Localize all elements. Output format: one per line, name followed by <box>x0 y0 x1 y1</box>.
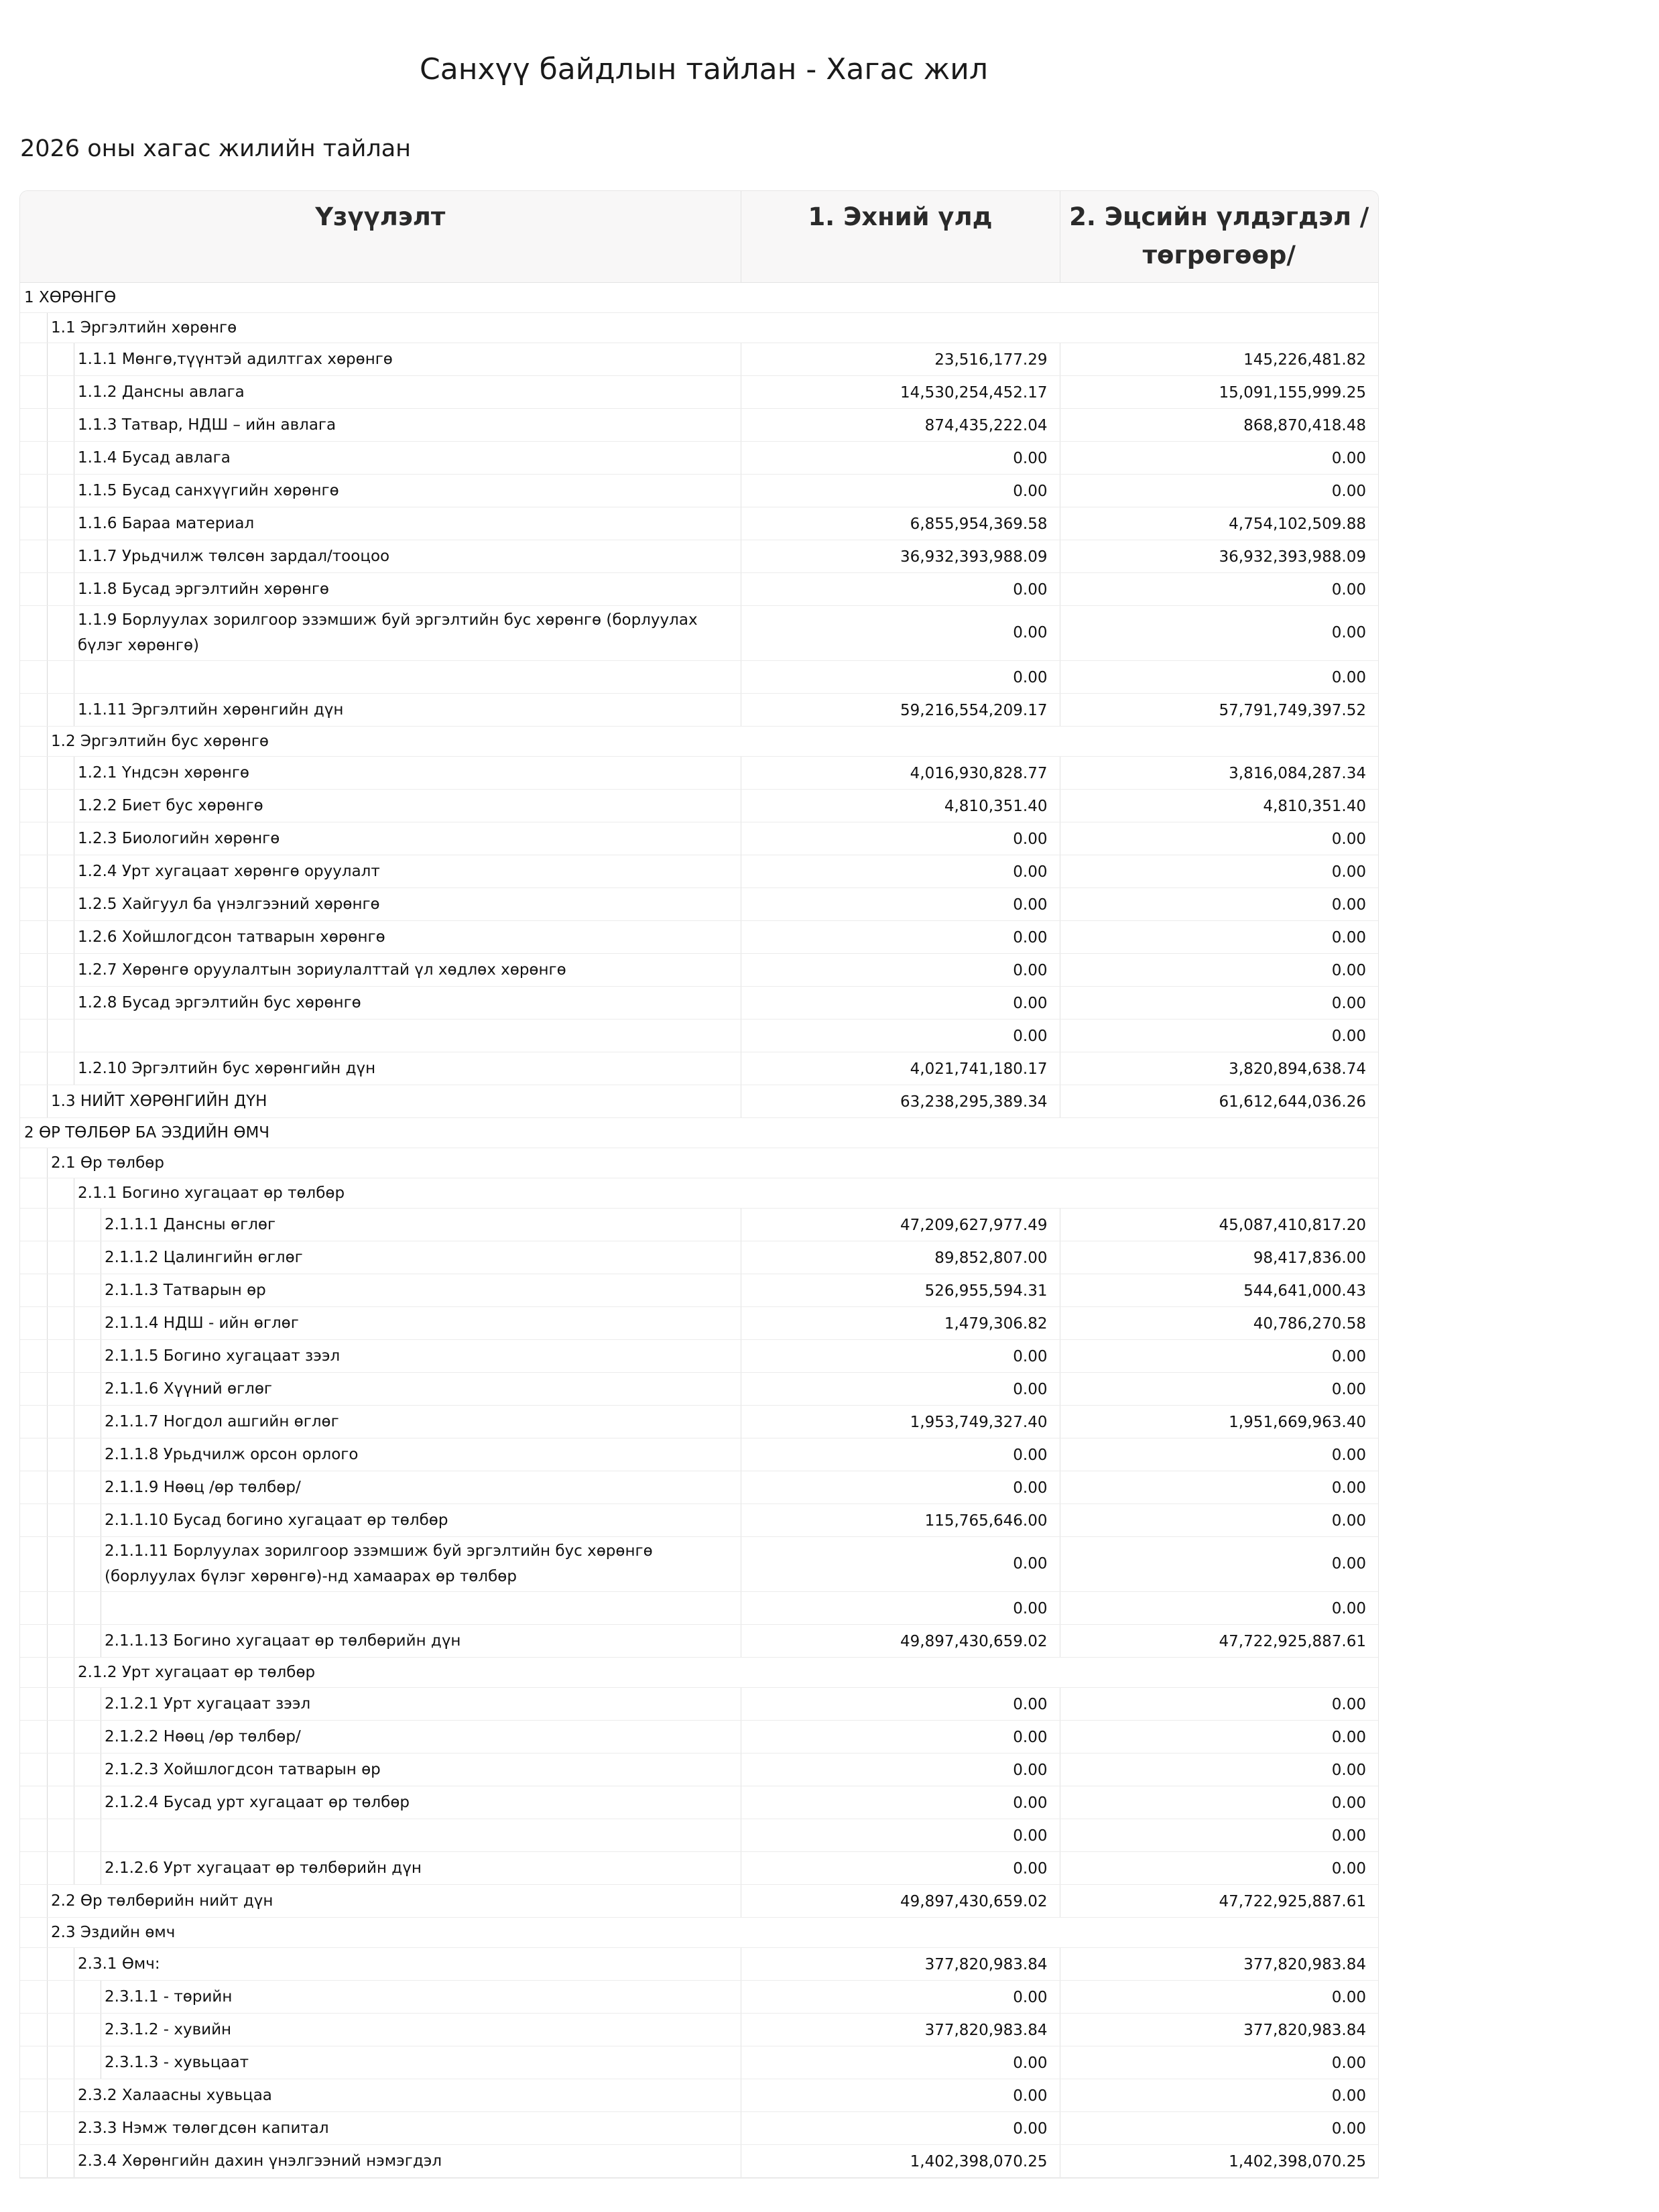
row-label <box>20 726 1378 756</box>
closing-balance-cell: 0.00 <box>1060 1819 1378 1851</box>
opening-balance-cell: 0.00 <box>741 986 1060 1019</box>
closing-balance-cell: 377,820,983.84 <box>1060 2013 1378 2046</box>
row-label-text: 2.3.1.2 - хувийн <box>105 2020 232 2038</box>
row-label <box>20 375 741 408</box>
closing-balance-cell: 0.00 <box>1060 2046 1378 2079</box>
table-row <box>20 1720 1378 1753</box>
row-label <box>20 1917 1378 1947</box>
closing-balance-cell: 0.00 <box>1060 660 1378 693</box>
row-label-text: 1.2.7 Хөрөнгө оруулалтын зориулалттай үл хөдлөх хөрөнгө <box>78 961 566 979</box>
table-row <box>20 1980 1378 2013</box>
closing-balance-cell: 0.00 <box>1060 1687 1378 1720</box>
opening-balance-cell: 115,765,646.00 <box>741 1503 1060 1536</box>
row-label-text: 1.1.1 Мөнгө,түүнтэй адилтгах хөрөнгө <box>78 350 393 368</box>
table-row <box>20 1591 1378 1624</box>
row-label <box>20 1851 741 1884</box>
row-label-text: 2.2 Өр төлбөрийн нийт дүн <box>51 1892 273 1910</box>
row-label-text: 1.1.5 Бусад санхүүгийн хөрөнгө <box>78 481 339 499</box>
table-row <box>20 1241 1378 1274</box>
table-row <box>20 1819 1378 1851</box>
opening-balance-cell: 0.00 <box>741 920 1060 953</box>
table-row <box>20 1019 1378 1052</box>
row-label-text: 2.1.1 Богино хугацаат өр төлбөр <box>78 1184 345 1202</box>
opening-balance-cell: 0.00 <box>741 855 1060 887</box>
opening-balance-cell: 4,810,351.40 <box>741 789 1060 822</box>
closing-balance-cell: 544,641,000.43 <box>1060 1274 1378 1306</box>
closing-balance-cell: 47,722,925,887.61 <box>1060 1884 1378 1917</box>
table-row <box>20 789 1378 822</box>
closing-balance-cell: 40,786,270.58 <box>1060 1306 1378 1339</box>
row-label-text: 1.1.3 Татвар, НДШ – ийн авлага <box>78 416 336 434</box>
row-label-text: 1.1.4 Бусад авлага <box>78 448 231 467</box>
row-label <box>20 507 741 540</box>
table-row <box>20 540 1378 572</box>
closing-balance-cell: 0.00 <box>1060 1591 1378 1624</box>
header-opening-balance: 1. Эхний үлд <box>741 191 1060 282</box>
row-label-text: 2.1.2.3 Хойшлогдсон татварын өр <box>105 1760 381 1778</box>
table-row <box>20 1503 1378 1536</box>
row-label <box>20 789 741 822</box>
table-section-row <box>20 1117 1378 1148</box>
opening-balance-cell: 1,953,749,327.40 <box>741 1405 1060 1438</box>
row-label <box>20 1591 741 1624</box>
table-section-row <box>20 726 1378 756</box>
table-row <box>20 408 1378 441</box>
closing-balance-cell: 61,612,644,036.26 <box>1060 1085 1378 1117</box>
opening-balance-cell: 0.00 <box>741 1980 1060 2013</box>
row-label <box>20 572 741 605</box>
table-row <box>20 507 1378 540</box>
table-row <box>20 1536 1378 1591</box>
table-section-row <box>20 282 1378 312</box>
row-label <box>20 1884 741 1917</box>
closing-balance-cell: 0.00 <box>1060 441 1378 474</box>
opening-balance-cell: 0.00 <box>741 2111 1060 2144</box>
row-label-text: 2.3.3 Нэмж төлөгдсөн капитал <box>78 2119 329 2137</box>
row-label <box>20 408 741 441</box>
table-row <box>20 693 1378 726</box>
table-row <box>20 1306 1378 1339</box>
table-row <box>20 605 1378 660</box>
row-label-text: 2.1.2.4 Бусад урт хугацаат өр төлбөр <box>105 1793 410 1811</box>
opening-balance-cell: 0.00 <box>741 605 1060 660</box>
table-row <box>20 1753 1378 1786</box>
closing-balance-cell: 0.00 <box>1060 605 1378 660</box>
row-label <box>20 1019 741 1052</box>
table-row <box>20 756 1378 789</box>
row-label <box>20 2111 741 2144</box>
closing-balance-cell: 1,951,669,963.40 <box>1060 1405 1378 1438</box>
row-label-text: 1.1.2 Дансны авлага <box>78 383 245 401</box>
row-label <box>20 441 741 474</box>
row-label <box>20 1085 741 1117</box>
row-label-text: 2.1 Өр төлбөр <box>51 1154 164 1172</box>
closing-balance-cell: 0.00 <box>1060 1503 1378 1536</box>
row-label <box>20 282 1378 312</box>
row-label <box>20 1274 741 1306</box>
row-label <box>20 986 741 1019</box>
opening-balance-cell: 4,016,930,828.77 <box>741 756 1060 789</box>
opening-balance-cell: 0.00 <box>741 1819 1060 1851</box>
table-row <box>20 822 1378 855</box>
table-row <box>20 441 1378 474</box>
opening-balance-cell: 49,897,430,659.02 <box>741 1624 1060 1657</box>
row-label-text: 2.1.1.9 Нөөц /өр төлбөр/ <box>105 1478 301 1496</box>
table-row <box>20 2013 1378 2046</box>
opening-balance-cell: 49,897,430,659.02 <box>741 1884 1060 1917</box>
row-label-text: 1.2.3 Биологийн хөрөнгө <box>78 829 280 847</box>
closing-balance-cell: 0.00 <box>1060 1019 1378 1052</box>
row-label <box>20 474 741 507</box>
row-label-text: 2.3.4 Хөрөнгийн дахин үнэлгээний нэмэгдэл <box>78 2152 442 2170</box>
table-row <box>20 1786 1378 1819</box>
opening-balance-cell: 0.00 <box>741 1471 1060 1503</box>
row-label-text: 1.2.1 Үндсэн хөрөнгө <box>78 763 249 782</box>
table-row <box>20 660 1378 693</box>
row-label-text: 2.1.2.2 Нөөц /өр төлбөр/ <box>105 1727 301 1745</box>
report-title: Санхүү байдлын тайлан - Хагас жил <box>420 52 988 86</box>
row-label-text: 1.2.8 Бусад эргэлтийн бус хөрөнгө <box>78 993 361 1011</box>
row-label <box>20 1339 741 1372</box>
row-label-text: 2 ӨР ТӨЛБӨР БА ЭЗДИЙН ӨМЧ <box>24 1123 270 1142</box>
table-row <box>20 855 1378 887</box>
table-row <box>20 1405 1378 1438</box>
row-label <box>20 1372 741 1405</box>
opening-balance-cell: 1,402,398,070.25 <box>741 2144 1060 2177</box>
row-label <box>20 1438 741 1471</box>
row-label-text: 2.1.1.4 НДШ - ийн өглөг <box>105 1314 299 1332</box>
row-label-text: 2.1.1.10 Бусад богино хугацаат өр төлбөр <box>105 1511 448 1529</box>
row-label <box>20 1241 741 1274</box>
opening-balance-cell: 0.00 <box>741 1720 1060 1753</box>
opening-balance-cell: 0.00 <box>741 1753 1060 1786</box>
opening-balance-cell: 0.00 <box>741 1687 1060 1720</box>
table-row <box>20 2111 1378 2144</box>
closing-balance-cell: 0.00 <box>1060 1471 1378 1503</box>
row-label-text: 1.2.10 Эргэлтийн бус хөрөнгийн дүн <box>78 1059 376 1077</box>
closing-balance-cell: 0.00 <box>1060 1536 1378 1591</box>
row-label <box>20 953 741 986</box>
closing-balance-cell: 98,417,836.00 <box>1060 1241 1378 1274</box>
table-row <box>20 343 1378 375</box>
opening-balance-cell: 0.00 <box>741 1786 1060 1819</box>
closing-balance-cell: 15,091,155,999.25 <box>1060 375 1378 408</box>
opening-balance-cell: 0.00 <box>741 1372 1060 1405</box>
row-label-text: 1.2 Эргэлтийн бус хөрөнгө <box>51 732 269 750</box>
row-label-text: 2.1.1.5 Богино хугацаат зээл <box>105 1347 341 1365</box>
row-label <box>20 1657 1378 1687</box>
closing-balance-cell: 0.00 <box>1060 822 1378 855</box>
row-label <box>20 756 741 789</box>
opening-balance-cell: 0.00 <box>741 1591 1060 1624</box>
opening-balance-cell: 0.00 <box>741 953 1060 986</box>
opening-balance-cell: 874,435,222.04 <box>741 408 1060 441</box>
row-label <box>20 1819 741 1851</box>
opening-balance-cell: 0.00 <box>741 2046 1060 2079</box>
opening-balance-cell: 0.00 <box>741 822 1060 855</box>
opening-balance-cell: 0.00 <box>741 1019 1060 1052</box>
row-label <box>20 2013 741 2046</box>
report-subtitle: 2026 оны хагас жилийн тайлан <box>20 135 412 162</box>
closing-balance-cell: 0.00 <box>1060 1438 1378 1471</box>
table-section-row <box>20 1917 1378 1947</box>
row-label <box>20 693 741 726</box>
opening-balance-cell: 0.00 <box>741 2079 1060 2111</box>
row-label <box>20 1503 741 1536</box>
closing-balance-cell: 0.00 <box>1060 1720 1378 1753</box>
opening-balance-cell: 59,216,554,209.17 <box>741 693 1060 726</box>
closing-balance-cell: 0.00 <box>1060 572 1378 605</box>
row-label-text: 2.3.1.3 - хувьцаат <box>105 2053 249 2071</box>
closing-balance-cell: 57,791,749,397.52 <box>1060 693 1378 726</box>
row-label-text: 2.1.1.8 Урьдчилж орсон орлого <box>105 1445 359 1463</box>
table-row <box>20 1851 1378 1884</box>
table-row <box>20 572 1378 605</box>
row-label-text: 1.1.7 Урьдчилж төлсөн зардал/тооцоо <box>78 547 390 565</box>
row-label <box>20 1148 1378 1178</box>
row-label-text: 1.1 Эргэлтийн хөрөнгө <box>51 318 237 336</box>
row-label-text: 2.1.1.13 Богино хугацаат өр төлбөрийн дүн <box>105 1632 461 1650</box>
opening-balance-cell: 6,855,954,369.58 <box>741 507 1060 540</box>
closing-balance-cell: 0.00 <box>1060 887 1378 920</box>
table-row <box>20 1208 1378 1241</box>
row-label <box>20 2144 741 2177</box>
closing-balance-cell: 0.00 <box>1060 1372 1378 1405</box>
closing-balance-cell: 0.00 <box>1060 1786 1378 1819</box>
row-label <box>20 1980 741 2013</box>
opening-balance-cell: 0.00 <box>741 887 1060 920</box>
row-label <box>20 605 741 660</box>
table-row <box>20 1438 1378 1471</box>
closing-balance-cell: 0.00 <box>1060 953 1378 986</box>
table-row <box>20 2046 1378 2079</box>
row-label-text: 1.3 НИЙТ ХӨРӨНГИЙН ДҮН <box>51 1092 267 1110</box>
opening-balance-cell: 0.00 <box>741 660 1060 693</box>
row-label-text: 2.1.2 Урт хугацаат өр төлбөр <box>78 1663 316 1681</box>
row-label-text: 2.3.2 Халаасны хувьцаа <box>78 2086 272 2104</box>
opening-balance-cell: 0.00 <box>741 1339 1060 1372</box>
row-label-text: 2.1.1.1 Дансны өглөг <box>105 1215 276 1233</box>
row-label <box>20 1208 741 1241</box>
balance-sheet-table <box>20 191 1378 2178</box>
row-label-text: 2.1.2.1 Урт хугацаат зээл <box>105 1695 311 1713</box>
row-label-text: 2.1.1.7 Ногдол ашгийн өглөг <box>105 1412 339 1430</box>
row-label <box>20 540 741 572</box>
opening-balance-cell: 0.00 <box>741 474 1060 507</box>
opening-balance-cell: 377,820,983.84 <box>741 1947 1060 1980</box>
table-row <box>20 1947 1378 1980</box>
row-label <box>20 822 741 855</box>
closing-balance-cell: 0.00 <box>1060 855 1378 887</box>
table-section-row <box>20 1178 1378 1208</box>
table-row <box>20 986 1378 1019</box>
closing-balance-cell: 0.00 <box>1060 474 1378 507</box>
opening-balance-cell: 47,209,627,977.49 <box>741 1208 1060 1241</box>
closing-balance-cell: 0.00 <box>1060 986 1378 1019</box>
opening-balance-cell: 0.00 <box>741 1536 1060 1591</box>
row-label <box>20 1536 741 1591</box>
row-label <box>20 1786 741 1819</box>
row-label-text: 2.1.1.11 Борлуулах зорилгоор эзэмшиж буй эргэлтийн бус хөрөнгө (борлуулах бүлэг хөрөнгө)-нд хамаарах өр төлбөр <box>105 1542 653 1585</box>
table-row <box>20 2144 1378 2177</box>
row-label-text: 2.1.1.2 Цалингийн өглөг <box>105 1248 303 1266</box>
table-row <box>20 1624 1378 1657</box>
closing-balance-cell: 0.00 <box>1060 2111 1378 2144</box>
opening-balance-cell: 377,820,983.84 <box>741 2013 1060 2046</box>
table-row <box>20 1471 1378 1503</box>
table-section-row <box>20 1148 1378 1178</box>
table-row <box>20 920 1378 953</box>
row-label <box>20 887 741 920</box>
closing-balance-cell: 868,870,418.48 <box>1060 408 1378 441</box>
table-section-row <box>20 1657 1378 1687</box>
row-label <box>20 920 741 953</box>
table-row <box>20 474 1378 507</box>
closing-balance-cell: 1,402,398,070.25 <box>1060 2144 1378 2177</box>
row-label-text: 1.2.4 Урт хугацаат хөрөнгө оруулалт <box>78 862 380 880</box>
row-label <box>20 312 1378 343</box>
opening-balance-cell: 4,021,741,180.17 <box>741 1052 1060 1085</box>
opening-balance-cell: 0.00 <box>741 1851 1060 1884</box>
table-row <box>20 1274 1378 1306</box>
row-label <box>20 2046 741 2079</box>
row-label <box>20 1117 1378 1148</box>
table-row <box>20 887 1378 920</box>
table-row <box>20 1085 1378 1117</box>
closing-balance-cell: 145,226,481.82 <box>1060 343 1378 375</box>
opening-balance-cell: 23,516,177.29 <box>741 343 1060 375</box>
table-header-row <box>20 191 1378 282</box>
row-label-text: 1.2.2 Биет бус хөрөнгө <box>78 796 263 814</box>
opening-balance-cell: 14,530,254,452.17 <box>741 375 1060 408</box>
opening-balance-cell: 89,852,807.00 <box>741 1241 1060 1274</box>
closing-balance-cell: 4,754,102,509.88 <box>1060 507 1378 540</box>
closing-balance-cell: 36,932,393,988.09 <box>1060 540 1378 572</box>
row-label-text: 1 ХӨРӨНГӨ <box>24 288 117 306</box>
row-label-text: 1.1.6 Бараа материал <box>78 514 255 532</box>
row-label <box>20 660 741 693</box>
header-closing-balance: 2. Эцсийн үлдэгдэл / төгрөгөөр/ <box>1060 191 1378 282</box>
row-label <box>20 343 741 375</box>
closing-balance-cell: 0.00 <box>1060 1980 1378 2013</box>
closing-balance-cell: 47,722,925,887.61 <box>1060 1624 1378 1657</box>
row-label <box>20 1687 741 1720</box>
table-row <box>20 2079 1378 2111</box>
closing-balance-cell: 0.00 <box>1060 920 1378 953</box>
row-label <box>20 1471 741 1503</box>
table-row <box>20 953 1378 986</box>
row-label <box>20 1052 741 1085</box>
opening-balance-cell: 526,955,594.31 <box>741 1274 1060 1306</box>
closing-balance-cell: 0.00 <box>1060 1753 1378 1786</box>
row-label-text: 1.2.6 Хойшлогдсон татварын хөрөнгө <box>78 928 385 946</box>
opening-balance-cell: 0.00 <box>741 572 1060 605</box>
row-label-text: 1.1.8 Бусад эргэлтийн хөрөнгө <box>78 580 329 598</box>
row-label-text: 2.1.2.6 Урт хугацаат өр төлбөрийн дүн <box>105 1859 422 1877</box>
closing-balance-cell: 3,820,894,638.74 <box>1060 1052 1378 1085</box>
row-label <box>20 1624 741 1657</box>
row-label <box>20 1178 1378 1208</box>
opening-balance-cell: 36,932,393,988.09 <box>741 540 1060 572</box>
row-label-text: 2.1.1.6 Хүүний өглөг <box>105 1379 273 1398</box>
table-section-row <box>20 312 1378 343</box>
row-label-text: 1.1.11 Эргэлтийн хөрөнгийн дүн <box>78 700 344 719</box>
closing-balance-cell: 377,820,983.84 <box>1060 1947 1378 1980</box>
closing-balance-cell: 4,810,351.40 <box>1060 789 1378 822</box>
row-label <box>20 2079 741 2111</box>
row-label <box>20 1947 741 1980</box>
closing-balance-cell: 0.00 <box>1060 1851 1378 1884</box>
row-label <box>20 1753 741 1786</box>
opening-balance-cell: 1,479,306.82 <box>741 1306 1060 1339</box>
row-label <box>20 1720 741 1753</box>
row-label-text: 1.1.9 Борлуулах зорилгоор эзэмшиж буй эргэлтийн бус хөрөнгө (борлуулах бүлэг хөрөнгө) <box>78 611 698 654</box>
row-label-text: 2.3.1.1 - төрийн <box>105 1987 233 2006</box>
closing-balance-cell: 3,816,084,287.34 <box>1060 756 1378 789</box>
row-label-text: 1.2.5 Хайгуул ба үнэлгээний хөрөнгө <box>78 895 380 913</box>
row-label-text: 2.3.1 Өмч: <box>78 1955 160 1973</box>
row-label <box>20 1306 741 1339</box>
header-indicator: Үзүүлэлт <box>20 191 741 282</box>
row-label <box>20 855 741 887</box>
opening-balance-cell: 0.00 <box>741 441 1060 474</box>
closing-balance-cell: 45,087,410,817.20 <box>1060 1208 1378 1241</box>
table-row <box>20 1339 1378 1372</box>
table-row <box>20 375 1378 408</box>
table-row <box>20 1052 1378 1085</box>
balance-sheet-table-container <box>19 190 1379 2178</box>
table-row <box>20 1687 1378 1720</box>
table-row <box>20 1372 1378 1405</box>
row-label <box>20 1405 741 1438</box>
closing-balance-cell: 0.00 <box>1060 1339 1378 1372</box>
row-label-text: 2.1.1.3 Татварын өр <box>105 1281 266 1299</box>
closing-balance-cell: 0.00 <box>1060 2079 1378 2111</box>
opening-balance-cell: 63,238,295,389.34 <box>741 1085 1060 1117</box>
table-body <box>20 282 1378 2177</box>
table-row <box>20 1884 1378 1917</box>
row-label-text: 2.3 Эздийн өмч <box>51 1923 176 1941</box>
opening-balance-cell: 0.00 <box>741 1438 1060 1471</box>
